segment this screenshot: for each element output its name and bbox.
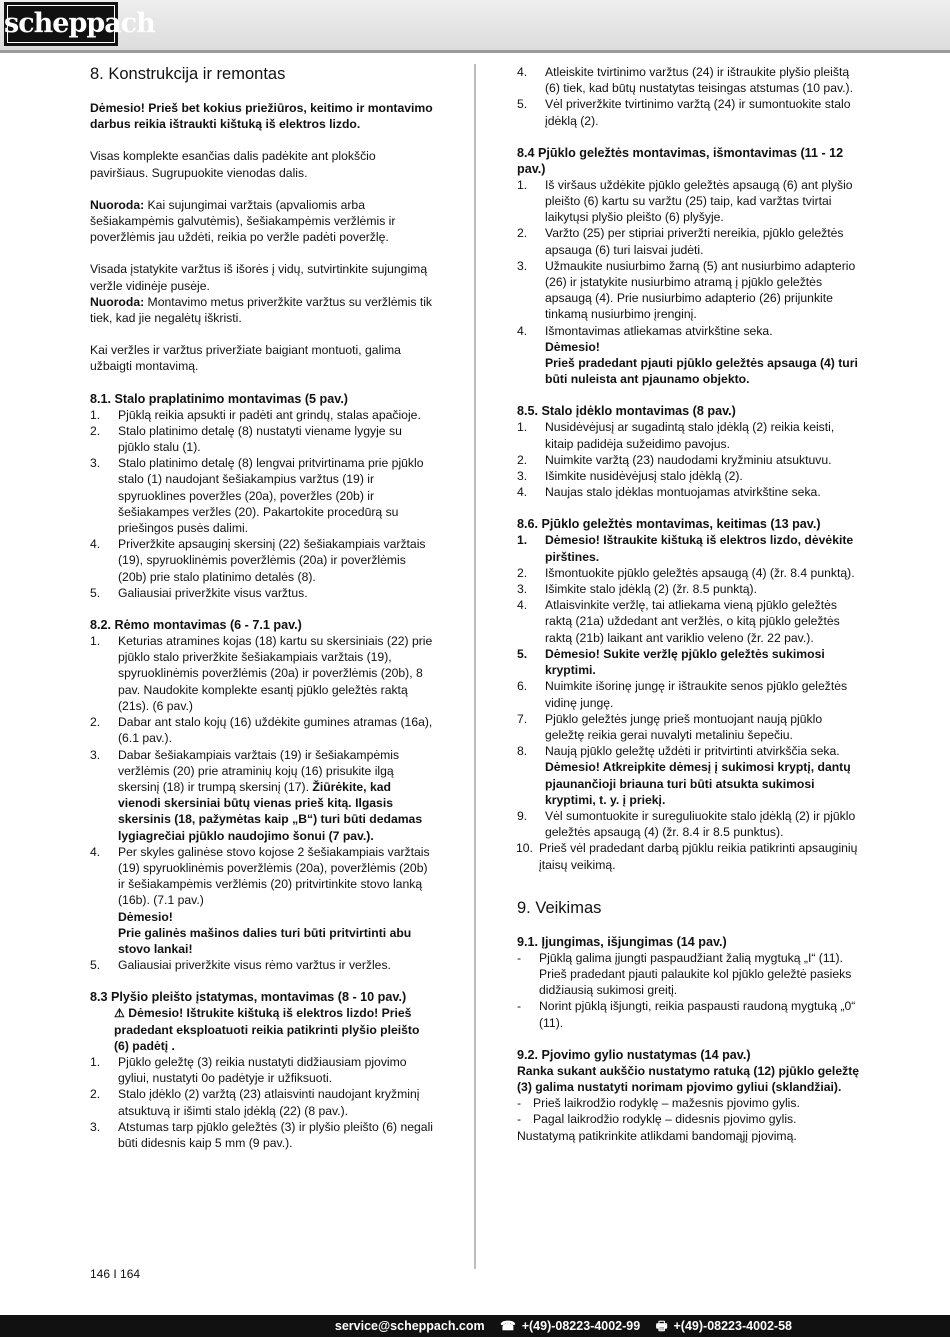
footer-email[interactable]: service@scheppach.com (334, 1319, 485, 1333)
item-text: Pjūklo geležtės jungę prieš montuojant naują pjūklo geležtę reikia gerai nuvalyti metaliniu šepečiu. (545, 711, 823, 742)
list-item (517, 1111, 862, 1127)
section-9-1-title: 9.1. Įjungimas, išjungimas (14 pav.) (517, 934, 727, 949)
section-8-1-list (90, 407, 434, 601)
item-text: Išimkite nusidėvėjusį stalo įdėklą (2). (545, 469, 743, 484)
note-paragraph (90, 294, 434, 326)
item-text: Naujas stalo įdėklas montuojamas atvirkštine seka. (545, 485, 821, 500)
item-text: Dėmesio! Ištraukite kištuką iš elektros lizdo, dėvėkite pirštines. (545, 533, 854, 564)
footer-fax: +(49)-08223-4002-58 (673, 1319, 792, 1333)
list-item (517, 64, 862, 96)
section-8-6-list (517, 532, 862, 872)
item-text: Pjūklą reikia apsukti ir padėti ant grindų, stalas apačioje. (118, 407, 421, 422)
item-text: Pagal laikrodžio rodyklę – didesnis pjovimo gylis. (533, 1112, 797, 1127)
item-number: 2. (90, 715, 101, 730)
item-text: Stalo įdėklo (2) varžtą (23) atlaisvinti naudojant kryžminį atsuktuvą ir išimti stalo įdėklą (22) (8 pav.). (118, 1087, 420, 1118)
item-text: Prieš vėl pradedant darbą pjūklu reikia patikrinti apsauginių įtaisų veikimą. (539, 841, 858, 872)
page-footer (0, 1315, 950, 1337)
item-number: 1. (90, 1054, 101, 1069)
item-text (545, 743, 862, 808)
item-text: Užmaukite nusiurbimo žarną (5) ant nusiurbimo adapterio (26) ir įstatykite nusiurbimo atramą į pjūklo geležtės apsaugą (4). Prie nusiurbimo adapterio (26) prijunkite tinkamą nusiurbimo įrenginį. (545, 258, 856, 322)
note-paragraph (90, 197, 434, 246)
list-item (517, 452, 862, 468)
item-bullet: - (517, 1112, 522, 1127)
item-warning: Dėmesio! Atkreipkite dėmesį į sukimosi kryptį, dantų pjaunančioji briauna turi būti atsukta sukimosi kryptimi, t. y. į priekį. (545, 760, 851, 807)
section-8-4-list (517, 177, 862, 388)
item-number: 3. (90, 1119, 101, 1134)
list-item (517, 597, 862, 646)
item-warning-label: Dėmesio! (118, 909, 173, 924)
item-number: 5. (517, 646, 528, 661)
list-item (517, 1095, 862, 1111)
section-8-3-continued-list (517, 64, 862, 129)
item-text (545, 323, 862, 388)
page-number: 146 I 164 (90, 1267, 141, 1281)
list-item (90, 423, 434, 455)
item-number: 4. (517, 323, 528, 338)
item-number: 7. (517, 711, 528, 726)
list-item (517, 96, 862, 128)
item-text: Keturias atramines kojas (18) kartu su skersiniais (22) prie pjūklo stalo priveržkite šešiakampiais varžtais (19), spyruoklinėmis poveržlėmis (20a) ir poveržlėmis (20b), 8 pav. Naudokite komplekte esantį pjūklo geležtės raktą (21s). (6 pav.) (118, 634, 433, 713)
list-item (90, 957, 434, 973)
item-number: 9. (517, 808, 528, 823)
item-number: 5. (90, 958, 101, 973)
section-8-3-title: 8.3 Plyšio pleišto įstatymas, montavimas (8 - 10 pav.) (90, 990, 407, 1005)
logo-text: scheppach (4, 8, 155, 39)
item-number: 2. (90, 423, 101, 438)
item-text: Dėmesio! Sukite veržlę pjūklo geležtės sukimosi kryptimi. (545, 646, 825, 678)
item-warning: Žiūrėkite, kad vienodi skersiniai būtų vienas prieš kitą. Ilgasis skersinis (18, pažymėtas kaip „B“) turi būti dedamas lygiagrečiai pjūklo naudojimo šonui (7 pav.). (118, 779, 423, 843)
list-item (517, 258, 862, 323)
item-text: Pjūklo geležtę (3) reikia nustatyti didžiausiam pjovimo gyliui, nustatyti 0o padėtyje ir užfiksuoti. (118, 1054, 407, 1086)
list-item (517, 532, 862, 564)
item-number: 4. (517, 65, 528, 79)
item-number: 6. (517, 679, 528, 694)
warning-paragraph: Dėmesio! Prieš bet kokius priežiūros, keitimo ir montavimo darbus reikia ištraukti kištuką iš elektros lizdo. (90, 101, 433, 132)
list-item (517, 950, 862, 999)
list-item (517, 646, 862, 678)
item-text: Nusidėvėjusį ar sugadintą stalo įdėklą (2) reikia keisti, kitaip padidėja sužeidimo pavojus. (545, 420, 835, 451)
item-text: Atstumas tarp pjūklo geležtės (3) ir plyšio pleišto (6) negali būti didesnis kaip 5 mm (9 pav.). (118, 1119, 433, 1150)
section-8-3-list (90, 1054, 434, 1151)
list-item (517, 565, 862, 581)
item-number: 3. (517, 469, 528, 484)
list-item (517, 484, 862, 500)
item-number: 2. (517, 565, 528, 580)
left-column (90, 64, 434, 1151)
item-bullet: - (517, 950, 522, 965)
list-item (517, 840, 862, 872)
item-warning-label: Dėmesio! (545, 339, 600, 354)
section-8-5-title: 8.5. Stalo įdėklo montavimas (8 pav.) (517, 404, 736, 419)
item-text: Stalo platinimo detalę (8) nustatyti viename lygyje su pjūklo stalu (1). (118, 423, 402, 455)
page-header (0, 0, 950, 53)
item-text-part: Išmontavimas atliekamas atvirkštine seka. (545, 323, 773, 338)
list-item (517, 678, 862, 710)
section-9-2-closing: Nustatymą patikrinkite atlikdami bandomąjį pjovimą. (517, 1128, 797, 1143)
item-number: 4. (90, 537, 101, 552)
item-text: Vėl priveržkite tvirtinimo varžtą (24) ir sumontuokite stalo įdėklą (2). (545, 97, 851, 128)
item-text: Iš viršaus uždėkite pjūklo geležtės apsaugą (6) ant plyšio pleišto (6) kartu su varžtu (25) taip, kad varžtas tvirtai laikytųsi plyšio pleišto (6) plyšyje. (545, 177, 853, 225)
list-item (90, 1119, 434, 1151)
item-number: 1. (517, 177, 528, 192)
item-number: 1. (90, 634, 101, 649)
item-text: Norint pjūklą išjungti, reikia paspausti raudoną mygtuką „0“ (11). (539, 999, 856, 1030)
item-number: 3. (517, 258, 528, 273)
list-item (517, 711, 862, 743)
list-item (90, 1054, 434, 1086)
list-item (517, 808, 862, 840)
item-number: 2. (517, 452, 528, 467)
item-number: 1. (517, 533, 528, 548)
item-number: 2. (90, 1087, 101, 1102)
item-number: 8. (517, 744, 528, 759)
paragraph: Kai veržles ir varžtus priveržiate baigiant montuoti, galima užbaigti montavimą. (90, 343, 401, 374)
item-text: Pjūklą galima įjungti paspaudžiant žalią mygtuką „I“ (11). Prieš pradedant pjauti palaukite kol pjūklo geležtė pasieks didžiausią sukimosi greitį. (539, 950, 852, 998)
section-8-2-list (90, 633, 434, 973)
item-text: Varžto (25) per stipriai priveržti nereikia, pjūklo geležtės apsauga (6) turi laisvai judėti. (545, 226, 844, 257)
paragraph: Visada įstatykite varžtus iš išorės į vidų, sutvirtinkite sujungimą veržle vidinėje pusėje. (90, 262, 428, 293)
list-item (517, 468, 862, 484)
item-text: Nuimkite varžtą (23) naudodami kryžminiu atsuktuvu. (545, 452, 832, 467)
item-text-part: Per skyles galinėse stovo kojose 2 šešiakampiais varžtais (19) spyruoklinėmis poveržlėmis (20a), poveržlėmis (20b) ir šešiakampėmis veržlėmis (20) pritvirtinkite stovo lanką (16b). (7.1 pav.) (118, 844, 430, 908)
item-text: Vėl sumontuokite ir sureguliuokite stalo įdėklą (2) ir pjūklo geležtės apsaugą (4) (žr. 8.4 ir 8.5 punktus). (545, 808, 856, 840)
list-item (517, 581, 862, 597)
right-column (517, 64, 862, 1144)
item-number: 10. (516, 841, 533, 856)
item-number: 5. (517, 97, 528, 112)
section-8-4-title: 8.4 Pjūklo geležtės montavimas, išmontavimas (11 - 12 pav.) (517, 145, 844, 176)
item-warning: Prie galinės mašinos dalies turi būti pritvirtinti abu stovo lankai! (118, 925, 412, 956)
item-text: Priveržkite apsauginį skersinį (22) šešiakampiais varžtais (19), spyruoklinėmis poveržlėmis (20a) ir poveržlėmis (20b) prie stalo platinimo detalės (8). (118, 537, 426, 584)
list-item (517, 225, 862, 257)
footer-phone: +(49)-08223-4002-99 (521, 1319, 641, 1333)
section-9-2-list (517, 1095, 862, 1127)
note-text: Kai sujungimai varžtais (apvaliomis arba šešiakampėmis galvutėmis), šešiakampėmis veržlėmis ir poveržlėmis jau uždėti, reikia po veržle padėti poveržlę. (90, 197, 396, 245)
item-number: 4. (90, 844, 101, 859)
item-number: 1. (517, 420, 528, 435)
list-item (90, 536, 434, 585)
scheppach-logo (4, 2, 155, 46)
section-9-1-list (517, 950, 862, 1031)
item-number: 4. (517, 485, 528, 500)
section-9-2-intro: Ranka sukant aukščio nustatymo ratuką (12) pjūklo geležtę (3) galima nustatyti norimam pjovimo gyliui (sklandžiai). (517, 1063, 860, 1094)
item-text: Stalo platinimo detalę (8) lengvai pritvirtinama prie pjūklo stalo (1) naudojant šešiakampius varžtus (19) ir spyruoklines poveržles (20a), poveržles (20b) ir šešiakampes veržles (20). Pakartokite procedūrą su priešingos pusės dalimi. (118, 456, 424, 536)
item-text-part: Dabar šešiakampiais varžtais (19) ir šešiakampėmis veržlėmis (20) prie atraminių kojų (16) prisukite ilgą skersinį (18) ir trumpą skersinį (17). (118, 747, 400, 794)
list-item (517, 998, 862, 1030)
note-label: Nuoroda: (90, 197, 145, 212)
list-item (517, 323, 862, 388)
item-text: Nuimkite išorinę jungę ir ištraukite senos pjūklo geležtės vidinę jungę. (545, 679, 848, 710)
section-8-2-title: 8.2. Rėmo montavimas (6 - 7.1 pav.) (90, 618, 302, 633)
list-item (90, 844, 434, 957)
list-item (90, 714, 434, 746)
note-text: Montavimo metus priveržkite varžtus su veržlėmis tik tiek, kad jie negalėtų iškristi. (90, 294, 433, 326)
list-item (90, 747, 434, 844)
section-9-title: 9. Veikimas (517, 898, 602, 917)
item-text: Galiausiai priveržkite visus rėmo varžtus ir veržles. (118, 958, 391, 973)
section-8-title: 8. Konstrukcija ir remontas (90, 65, 286, 83)
item-text: Galiausiai priveržkite visus varžtus. (118, 585, 308, 600)
item-warning: Prieš pradedant pjauti pjūklo geležtės apsauga (4) turi būti nuleista ant pjaunamo objekto. (545, 356, 858, 387)
item-number: 5. (90, 585, 101, 600)
section-9-2-title: 9.2. Pjovimo gylio nustatymas (14 pav.) (517, 1047, 751, 1062)
paragraph: Visas komplekte esančias dalis padėkite ant plokščio paviršiaus. Sugrupuokite vienodas dalis. (90, 149, 376, 180)
note-label: Nuoroda: (90, 294, 145, 309)
item-number: 3. (90, 747, 101, 762)
list-item (517, 743, 862, 808)
item-text (118, 844, 434, 957)
item-bullet: - (517, 999, 522, 1014)
logo-border (7, 5, 115, 43)
list-item (517, 177, 862, 226)
item-bullet: - (517, 1096, 522, 1111)
list-item (90, 407, 434, 423)
list-item (517, 419, 862, 451)
item-number: 4. (517, 598, 528, 613)
phone-icon: ☎ (500, 1319, 516, 1333)
section-8-3-warning: ⚠ Dėmesio! Ištrukite kištuką iš elektros lizdo! Prieš pradedant eksploatuoti reikia patikrinti plyšio pleišto (6) padėtį . (114, 1006, 420, 1053)
item-number: 3. (517, 582, 528, 597)
section-8-1-title: 8.1. Stalo praplatinimo montavimas (5 pav.) (90, 391, 349, 406)
section-8-6-title: 8.6. Pjūklo geležtės montavimas, keitimas (13 pav.) (517, 517, 821, 532)
item-text: Išimkite stalo įdėklą (2) (žr. 8.5 punktą). (545, 582, 758, 597)
item-text: Išmontuokite pjūklo geležtės apsaugą (4) (žr. 8.4 punktą). (545, 565, 855, 580)
item-text (118, 747, 434, 844)
item-text: Prieš laikrodžio rodyklę – mažesnis pjovimo gylis. (533, 1096, 800, 1111)
item-number: 2. (517, 226, 528, 241)
list-item (90, 633, 434, 714)
item-text-part: Naują pjūklo geležtę uždėti ir pritvirtinti atvirkščia seka. (545, 744, 840, 759)
item-number: 1. (90, 407, 101, 422)
item-text: Atleiskite tvirtinimo varžtus (24) ir ištraukite plyšio pleištą (6) tiek, kad būtų nustatytas teisingas atstumas (10 pav.). (545, 65, 853, 96)
section-8-5-list (517, 419, 862, 500)
item-text: Dabar ant stalo kojų (16) uždėkite gumines atramas (16a), (6.1 pav.). (118, 715, 433, 746)
list-item (90, 455, 434, 536)
footer-contacts (329, 1315, 792, 1337)
item-text: Atlaisvinkite veržlę, tai atliekama vieną pjūklo geležtės raktą (21a) uždedant ant veržlės, o kitą pjūklo geležtės raktą (21b) laikant ant variklio veleno (žr. 22 pav.). (545, 598, 840, 645)
column-divider (474, 64, 476, 1269)
list-item (90, 585, 434, 601)
fax-icon: 🖶 (655, 1319, 668, 1333)
list-item (90, 1086, 434, 1118)
item-number: 3. (90, 456, 101, 471)
